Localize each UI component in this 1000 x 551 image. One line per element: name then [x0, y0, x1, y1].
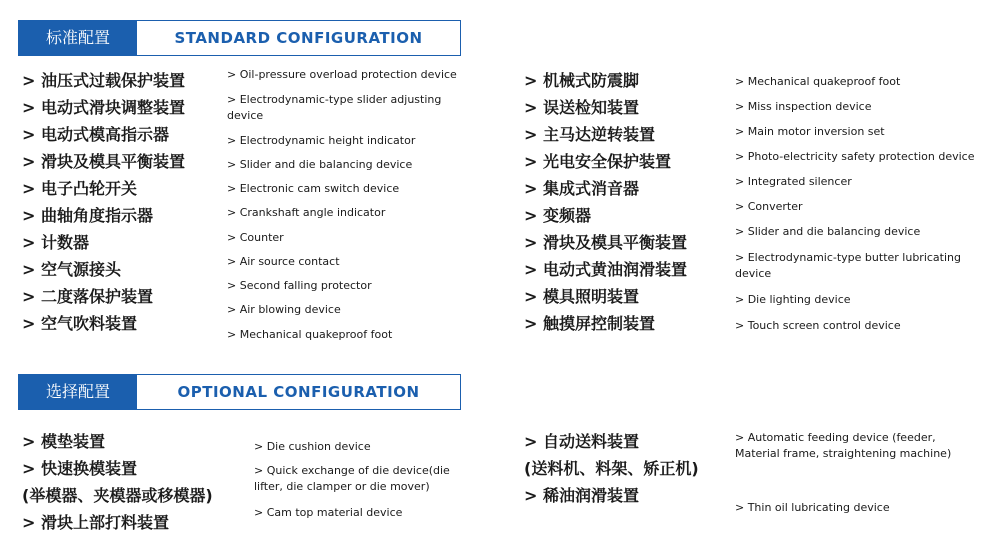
- standard-left-en-item: > Counter: [227, 231, 284, 244]
- standard-right-cn-item: > 误送检知装置: [524, 98, 639, 117]
- standard-right-en-item: > Miss inspection device: [735, 100, 872, 113]
- standard-left-cn-item: > 滑块及模具平衡装置: [22, 152, 185, 171]
- standard-right-cn-item: > 光电安全保护装置: [524, 152, 671, 171]
- standard-left-en-item: > Electrodynamic-type slider adjusting device: [227, 93, 442, 122]
- standard-left-cn-item: > 电子凸轮开关: [22, 179, 137, 198]
- standard-header-en: STANDARD CONFIGURATION: [174, 29, 423, 47]
- standard-right-cn-item: > 触摸屏控制装置: [524, 314, 655, 333]
- standard-right-cn-item: > 集成式消音器: [524, 179, 639, 198]
- standard-left-cn-item: > 计数器: [22, 233, 89, 252]
- standard-header-cn: 标准配置: [19, 21, 137, 55]
- optional-header-cn: 选择配置: [19, 375, 137, 409]
- standard-right-cn-item: > 机械式防震脚: [524, 71, 639, 90]
- optional-left-en-item: > Cam top material device: [254, 506, 403, 519]
- standard-left-cn-item: > 二度落保护装置: [22, 287, 153, 306]
- optional-config-header: [18, 374, 461, 410]
- standard-right-cn-item: > 变频器: [524, 206, 591, 225]
- standard-left-en-item: > Crankshaft angle indicator: [227, 206, 386, 219]
- standard-right-en-item: > Touch screen control device: [735, 319, 901, 332]
- standard-right-cn-item: > 滑块及模具平衡装置: [524, 233, 687, 252]
- optional-left-cn-item: > 模垫装置: [22, 432, 105, 451]
- standard-left-cn-item: > 电动式滑块调整装置: [22, 98, 185, 117]
- standard-left-cn-item: > 曲轴角度指示器: [22, 206, 153, 225]
- optional-right-cn-item: (送料机、料架、矫正机): [524, 459, 699, 478]
- standard-left-en-item: > Air source contact: [227, 255, 340, 268]
- standard-right-en-item: > Electrodynamic-type butter lubricating device: [735, 251, 961, 280]
- optional-header-en: OPTIONAL CONFIGURATION: [177, 383, 420, 401]
- optional-left-cn-item: (举模器、夹模器或移模器): [22, 486, 213, 505]
- standard-right-en-item: > Die lighting device: [735, 293, 851, 306]
- standard-left-cn-item: > 电动式模高指示器: [22, 125, 169, 144]
- optional-left-en-item: > Quick exchange of die device(die lifter, die clamper or die mover): [254, 464, 450, 493]
- standard-right-en-item: > Slider and die balancing device: [735, 225, 921, 238]
- standard-left-en-item: > Second falling protector: [227, 279, 372, 292]
- standard-left-en-item: > Oil-pressure overload protection device: [227, 68, 457, 81]
- standard-left-cn-item: > 油压式过载保护装置: [22, 71, 185, 90]
- optional-right-cn-item: > 自动送料装置: [524, 432, 639, 451]
- standard-right-cn-item: > 主马达逆转装置: [524, 125, 655, 144]
- standard-right-cn-item: > 模具照明装置: [524, 287, 639, 306]
- standard-left-cn-item: > 空气源接头: [22, 260, 121, 279]
- standard-right-en-item: > Main motor inversion set: [735, 125, 885, 138]
- standard-right-en-item: > Mechanical quakeproof foot: [735, 75, 901, 88]
- standard-right-en-item: > Integrated silencer: [735, 175, 852, 188]
- standard-left-en-item: > Electronic cam switch device: [227, 182, 400, 195]
- standard-left-cn-item: > 空气吹料装置: [22, 314, 137, 333]
- optional-right-cn-item: > 稀油润滑装置: [524, 486, 639, 505]
- standard-right-en-item: > Converter: [735, 200, 803, 213]
- optional-left-en-item: > Die cushion device: [254, 440, 371, 453]
- standard-right-cn-item: > 电动式黄油润滑装置: [524, 260, 687, 279]
- optional-left-cn-item: > 滑块上部打料装置: [22, 513, 169, 532]
- standard-left-en-item: > Air blowing device: [227, 303, 341, 316]
- optional-left-cn-item: > 快速换模装置: [22, 459, 137, 478]
- standard-left-en-item: > Electrodynamic height indicator: [227, 134, 416, 147]
- optional-right-en-item: > Thin oil lubricating device: [735, 501, 890, 514]
- standard-left-en-item: > Mechanical quakeproof foot: [227, 328, 393, 341]
- standard-config-header: [18, 20, 461, 56]
- optional-right-en-item: > Automatic feeding device (feeder, Material frame, straightening machine): [735, 431, 952, 460]
- standard-left-en-item: > Slider and die balancing device: [227, 158, 413, 171]
- standard-right-en-item: > Photo-electricity safety protection device: [735, 150, 975, 163]
